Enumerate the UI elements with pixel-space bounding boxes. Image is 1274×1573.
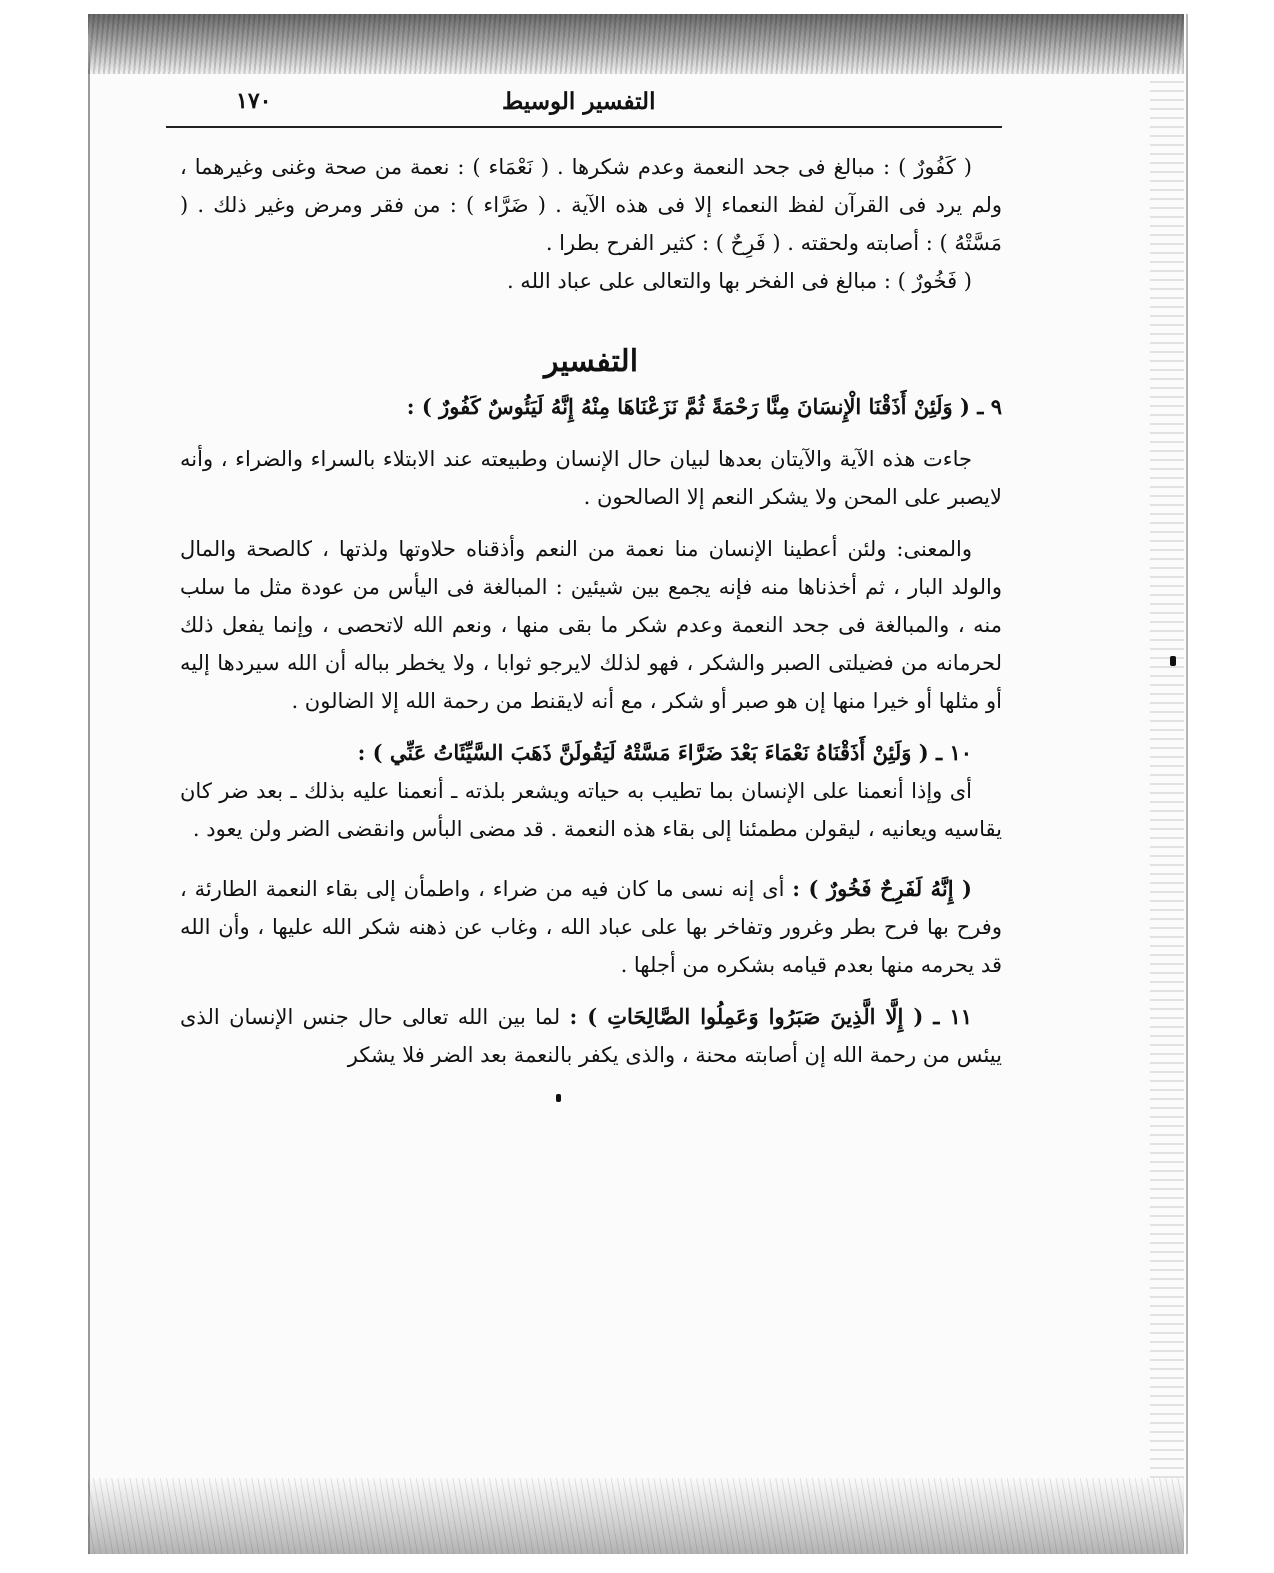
paragraph [180,998,1002,1074]
scan-noise-top [88,14,1184,74]
scan-speck [556,1094,561,1102]
glossary-paragraph: ( فَخُورٌ ) : مبالغ فى الفخر بها والتعالى على عباد الله . [506,269,972,293]
paragraph [180,870,1002,984]
scan-noise-right [1150,74,1184,1478]
paragraph-text: لما بين الله تعالى حال جنس الإنسان الذى ييئس من رحمة الله إن أصابته محنة ، والذى يكفر بالنعمة بعد الضر فلا يشكر [180,1005,1002,1067]
running-title: التفسير الوسيط [502,88,656,115]
page-content [180,148,1002,1074]
verse-10: ١٠ ـ ( وَلَئِنْ أَذَقْنَاهُ نَعْمَاءَ بَعْدَ ضَرَّاءَ مَسَّتْهُ لَيَقُولَنَّ ذَهَبَ السَّيِّئَاتُ عَنِّي ) : [357,740,972,765]
page-header [166,88,1002,128]
glossary-paragraph: ( كَفُورٌ ) : مبالغ فى جحد النعمة وعدم شكرها . ( نَعْمَاء ) : نعمة من صحة وغنى وغيرهما ، ولم يرد فى القرآن لفظ النعماء إلا فى هذه الآية . ( ضَرَّاء ) : من فقر ومرض وغير ذلك . ( مَسَّتْهُ ) : أصابته ولحقته . ( فَرِحٌ ) : كثير الفرح بطرا . [180,155,1002,255]
paragraph: جاءت هذه الآية والآيتان بعدها لبيان حال الإنسان وطبيعته عند الابتلاء بالسراء والضراء ، وأنه لايصبر على المحن ولا يشكر النعم إلا الصالحون . [180,447,1002,509]
inline-verse: ( إِنَّهُ لَفَرِحٌ فَخُورٌ ) : [792,876,972,901]
paragraph: والمعنى: ولئن أعطينا الإنسان منا نعمة من النعم وأذقناه حلاوتها ولذتها ، كالصحة والمال والولد البار ، ثم أخذناها منه فإنه يجمع بين شيئين : المبالغة فى اليأس من عودة مثل ما سلب منه ، والمبالغة فى جحد النعمة وعدم شكر ما بقى منها ، ونعم الله لاتحصى ، وإنما يفعل ذلك لحرمانه من فضيلتى الصبر والشكر ، فهو لذلك لايرجو ثوابا ، ولا يخطر بباله أن الله سيردها إليه أو مثلها أو خيرا منها إن هو صبر أو شكر ، مع أنه لايقنط من رحمة الله إلا الضالون . [180,537,1002,713]
scan-noise-bottom [88,1478,1184,1554]
paragraph: أى وإذا أنعمنا على الإنسان بما تطيب به حياته ويشعر بلذته ـ أنعمنا عليه بذلك ـ بعد ضر كان يقاسيه ويعانيه ، ليقولن مطمئنا إلى بقاء هذه النعمة . قد مضى البأس وانقضى الضر ولن يعود . [180,779,1002,841]
scan-speck [1170,656,1176,666]
paragraph-text: أى إنه نسى ما كان فيه من ضراء ، واطمأن إلى بقاء النعمة الطارئة ، وفرح بها فرح بطر وغرور وتفاخر بها على عباد الله ، وغاب عن ذهنه شكر الله عليها ، وأن الله قد يحرمه منها بعدم قيامه بشكره من أجلها . [180,877,1002,977]
section-heading: التفسير [543,344,639,379]
verse-9: ٩ ـ ( وَلَئِنْ أَذَقْنَا الْإِنسَانَ مِنَّا رَحْمَةً ثُمَّ نَزَعْنَاهَا مِنْهُ إِنَّهُ لَيَئُوسٌ كَفُورٌ ) : [406,394,1002,419]
verse-11: ١١ ـ ( إِلَّا الَّذِينَ صَبَرُوا وَعَمِلُوا الصَّالِحَاتِ ) : [569,1004,972,1029]
page-number: ١٧٠ [236,88,272,114]
